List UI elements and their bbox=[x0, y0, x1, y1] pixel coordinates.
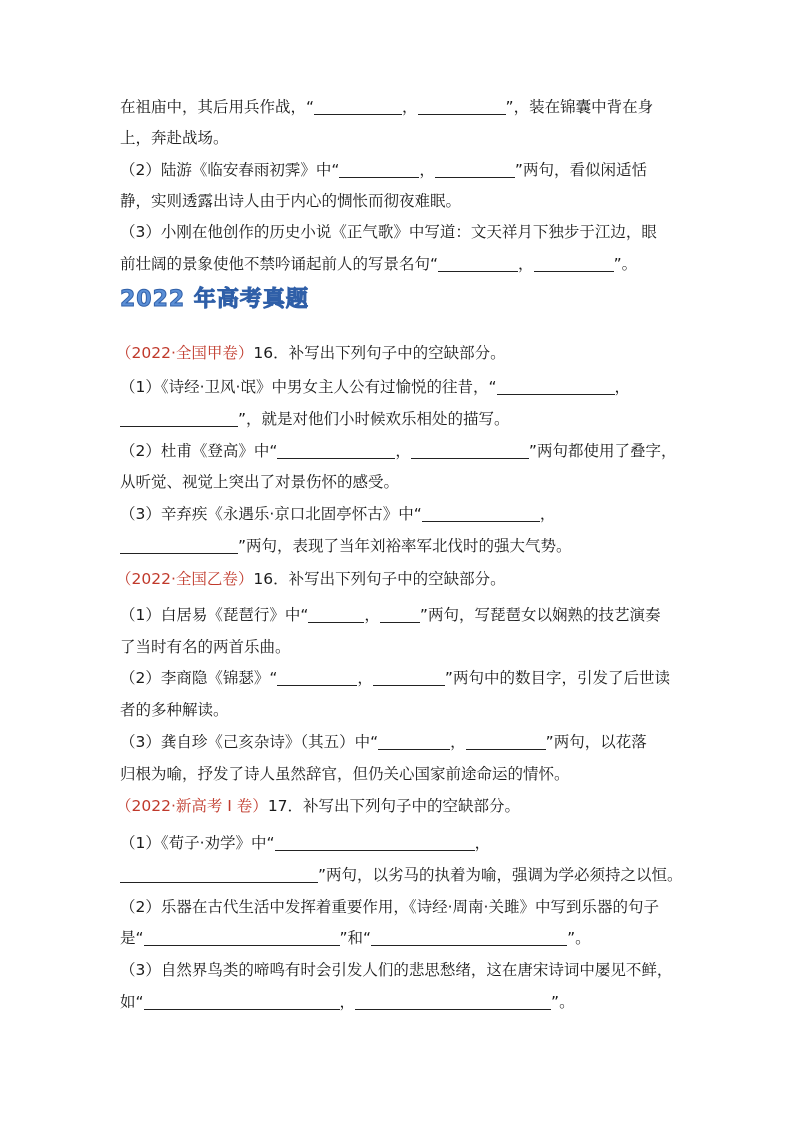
text: ”两句都使用了叠字， bbox=[528, 442, 677, 460]
text: ”，装在锦囊中背在身 bbox=[505, 98, 654, 116]
question-header bbox=[0, 568, 794, 590]
text: 如“ bbox=[120, 993, 144, 1011]
text: ”两句中的数目字，引发了后世读 bbox=[444, 669, 670, 687]
text: ， bbox=[395, 442, 411, 460]
answer-blank[interactable] bbox=[308, 606, 364, 623]
answer-blank[interactable] bbox=[373, 669, 445, 686]
text: ， bbox=[474, 834, 491, 852]
text: 从听觉、视觉上突出了对景伤怀的感受。 bbox=[120, 473, 400, 491]
text-line bbox=[0, 991, 794, 1013]
answer-blank[interactable] bbox=[277, 442, 395, 459]
text-line bbox=[0, 667, 794, 689]
text: （1）《诗经·卫风·氓》中男女主人公有过愉悦的往昔，“ bbox=[120, 378, 497, 396]
text: ”两句，表现了当年刘裕率军北伐时的强大气势。 bbox=[238, 537, 572, 555]
text: ， bbox=[450, 733, 466, 751]
answer-blank[interactable] bbox=[120, 410, 238, 427]
answer-blank[interactable] bbox=[144, 929, 340, 946]
question-intro: 16．补写出下列句子中的空缺部分。 bbox=[253, 570, 506, 588]
text: （3）小刚在他创作的历史小说《正气歌》中写道：文天祥月下独步于江边，眼 bbox=[120, 223, 657, 241]
answer-blank[interactable] bbox=[466, 733, 546, 750]
text-line bbox=[0, 471, 794, 493]
answer-blank[interactable] bbox=[314, 98, 402, 115]
text-line bbox=[0, 959, 794, 981]
text: ， bbox=[357, 669, 373, 687]
source-tag: （2022·全国甲卷） bbox=[116, 344, 254, 362]
section-heading: 2022 年高考真题 bbox=[120, 287, 309, 312]
text: ， bbox=[614, 378, 631, 396]
text: 静，实则透露出诗人由于内心的惆怅而彻夜难眠。 bbox=[120, 192, 462, 210]
text: ”两句，以花落 bbox=[545, 733, 647, 751]
text: ， bbox=[419, 161, 435, 179]
answer-blank[interactable] bbox=[378, 733, 450, 750]
answer-blank[interactable] bbox=[418, 98, 506, 115]
text-line bbox=[0, 699, 794, 721]
text-line bbox=[0, 96, 794, 118]
answer-blank[interactable] bbox=[371, 929, 567, 946]
text: ”。 bbox=[551, 993, 575, 1011]
answer-blank[interactable] bbox=[120, 866, 318, 883]
text: ”和“ bbox=[339, 929, 372, 947]
question-intro: 16．补写出下列句子中的空缺部分。 bbox=[253, 344, 506, 362]
text: ”。 bbox=[613, 255, 638, 273]
text-line bbox=[0, 221, 794, 243]
text: ， bbox=[518, 255, 534, 273]
text-line bbox=[0, 253, 794, 275]
question-intro: 17．补写出下列句子中的空缺部分。 bbox=[267, 797, 521, 815]
text-line bbox=[0, 604, 794, 626]
answer-blank[interactable] bbox=[497, 378, 615, 395]
text-line bbox=[0, 763, 794, 785]
text-line bbox=[0, 376, 794, 398]
text: （1）《荀子·劝学》中“ bbox=[120, 834, 275, 852]
text: ”，就是对他们小时候欢乐相处的描写。 bbox=[238, 410, 510, 428]
answer-blank[interactable] bbox=[355, 993, 551, 1010]
text: 者的多种解读。 bbox=[120, 701, 229, 719]
answer-blank[interactable] bbox=[411, 442, 529, 459]
text-line bbox=[0, 127, 794, 149]
text: ， bbox=[539, 505, 556, 523]
text: 在祖庙中，其后用兵作战，“ bbox=[120, 98, 315, 116]
answer-blank[interactable] bbox=[275, 834, 475, 851]
answer-blank[interactable] bbox=[120, 537, 238, 554]
text: 上，奔赴战场。 bbox=[120, 129, 229, 147]
answer-blank[interactable] bbox=[422, 505, 540, 522]
answer-blank[interactable] bbox=[277, 669, 357, 686]
text: （3）辛弃疾《永遇乐·京口北固亭怀古》中“ bbox=[120, 505, 422, 523]
text-line bbox=[0, 832, 794, 854]
text: 前壮阔的景象使他不禁吟诵起前人的写景名句“ bbox=[120, 255, 439, 273]
question-header bbox=[0, 342, 794, 364]
text: ， bbox=[339, 993, 356, 1011]
answer-blank[interactable] bbox=[380, 606, 420, 623]
text: （2）陆游《临安春雨初霁》中“ bbox=[120, 161, 340, 179]
text-line bbox=[0, 503, 794, 525]
text: （3）自然界鸟类的啼鸣有时会引发人们的悲思愁绪，这在唐宋诗词中屡见不鲜， bbox=[120, 961, 673, 979]
answer-blank[interactable] bbox=[534, 255, 614, 272]
answer-blank[interactable] bbox=[435, 161, 515, 178]
text-line bbox=[0, 864, 794, 886]
text-line bbox=[0, 896, 794, 918]
text-line bbox=[0, 731, 794, 753]
text: 归根为喻，抒发了诗人虽然辞官，但仍关心国家前途命运的情怀。 bbox=[120, 765, 570, 783]
answer-blank[interactable] bbox=[339, 161, 419, 178]
text-line bbox=[0, 636, 794, 658]
text-line bbox=[0, 535, 794, 557]
text: ”。 bbox=[567, 929, 591, 947]
answer-blank[interactable] bbox=[144, 993, 340, 1010]
text: 了当时有名的两首乐曲。 bbox=[120, 638, 291, 656]
text-line bbox=[0, 408, 794, 430]
text: （2）杜甫《登高》中“ bbox=[120, 442, 278, 460]
source-tag: （2022·新高考 I 卷） bbox=[116, 797, 268, 815]
text: （1）白居易《琵琶行》中“ bbox=[120, 606, 309, 624]
text-line bbox=[0, 440, 794, 462]
text-line bbox=[0, 159, 794, 181]
text: ”两句，以劣马的执着为喻，强调为学必须持之以恒。 bbox=[318, 866, 683, 884]
text: ， bbox=[364, 606, 380, 624]
question-header bbox=[0, 795, 794, 817]
text-line bbox=[0, 190, 794, 212]
source-tag: （2022·全国乙卷） bbox=[116, 570, 254, 588]
text-line bbox=[0, 927, 794, 949]
text: ”两句，看似闲适恬 bbox=[514, 161, 647, 179]
answer-blank[interactable] bbox=[438, 255, 518, 272]
text: （2）李商隐《锦瑟》“ bbox=[120, 669, 278, 687]
text: （2）乐器在古代生活中发挥着重要作用，《诗经·周南·关雎》中写到乐器的句子 bbox=[120, 898, 659, 916]
text: ， bbox=[402, 98, 418, 116]
text: ”两句，写琵琶女以娴熟的技艺演奏 bbox=[419, 606, 661, 624]
text: （3）龚自珍《己亥杂诗》（其五）中“ bbox=[120, 733, 379, 751]
text: 是“ bbox=[120, 929, 144, 947]
